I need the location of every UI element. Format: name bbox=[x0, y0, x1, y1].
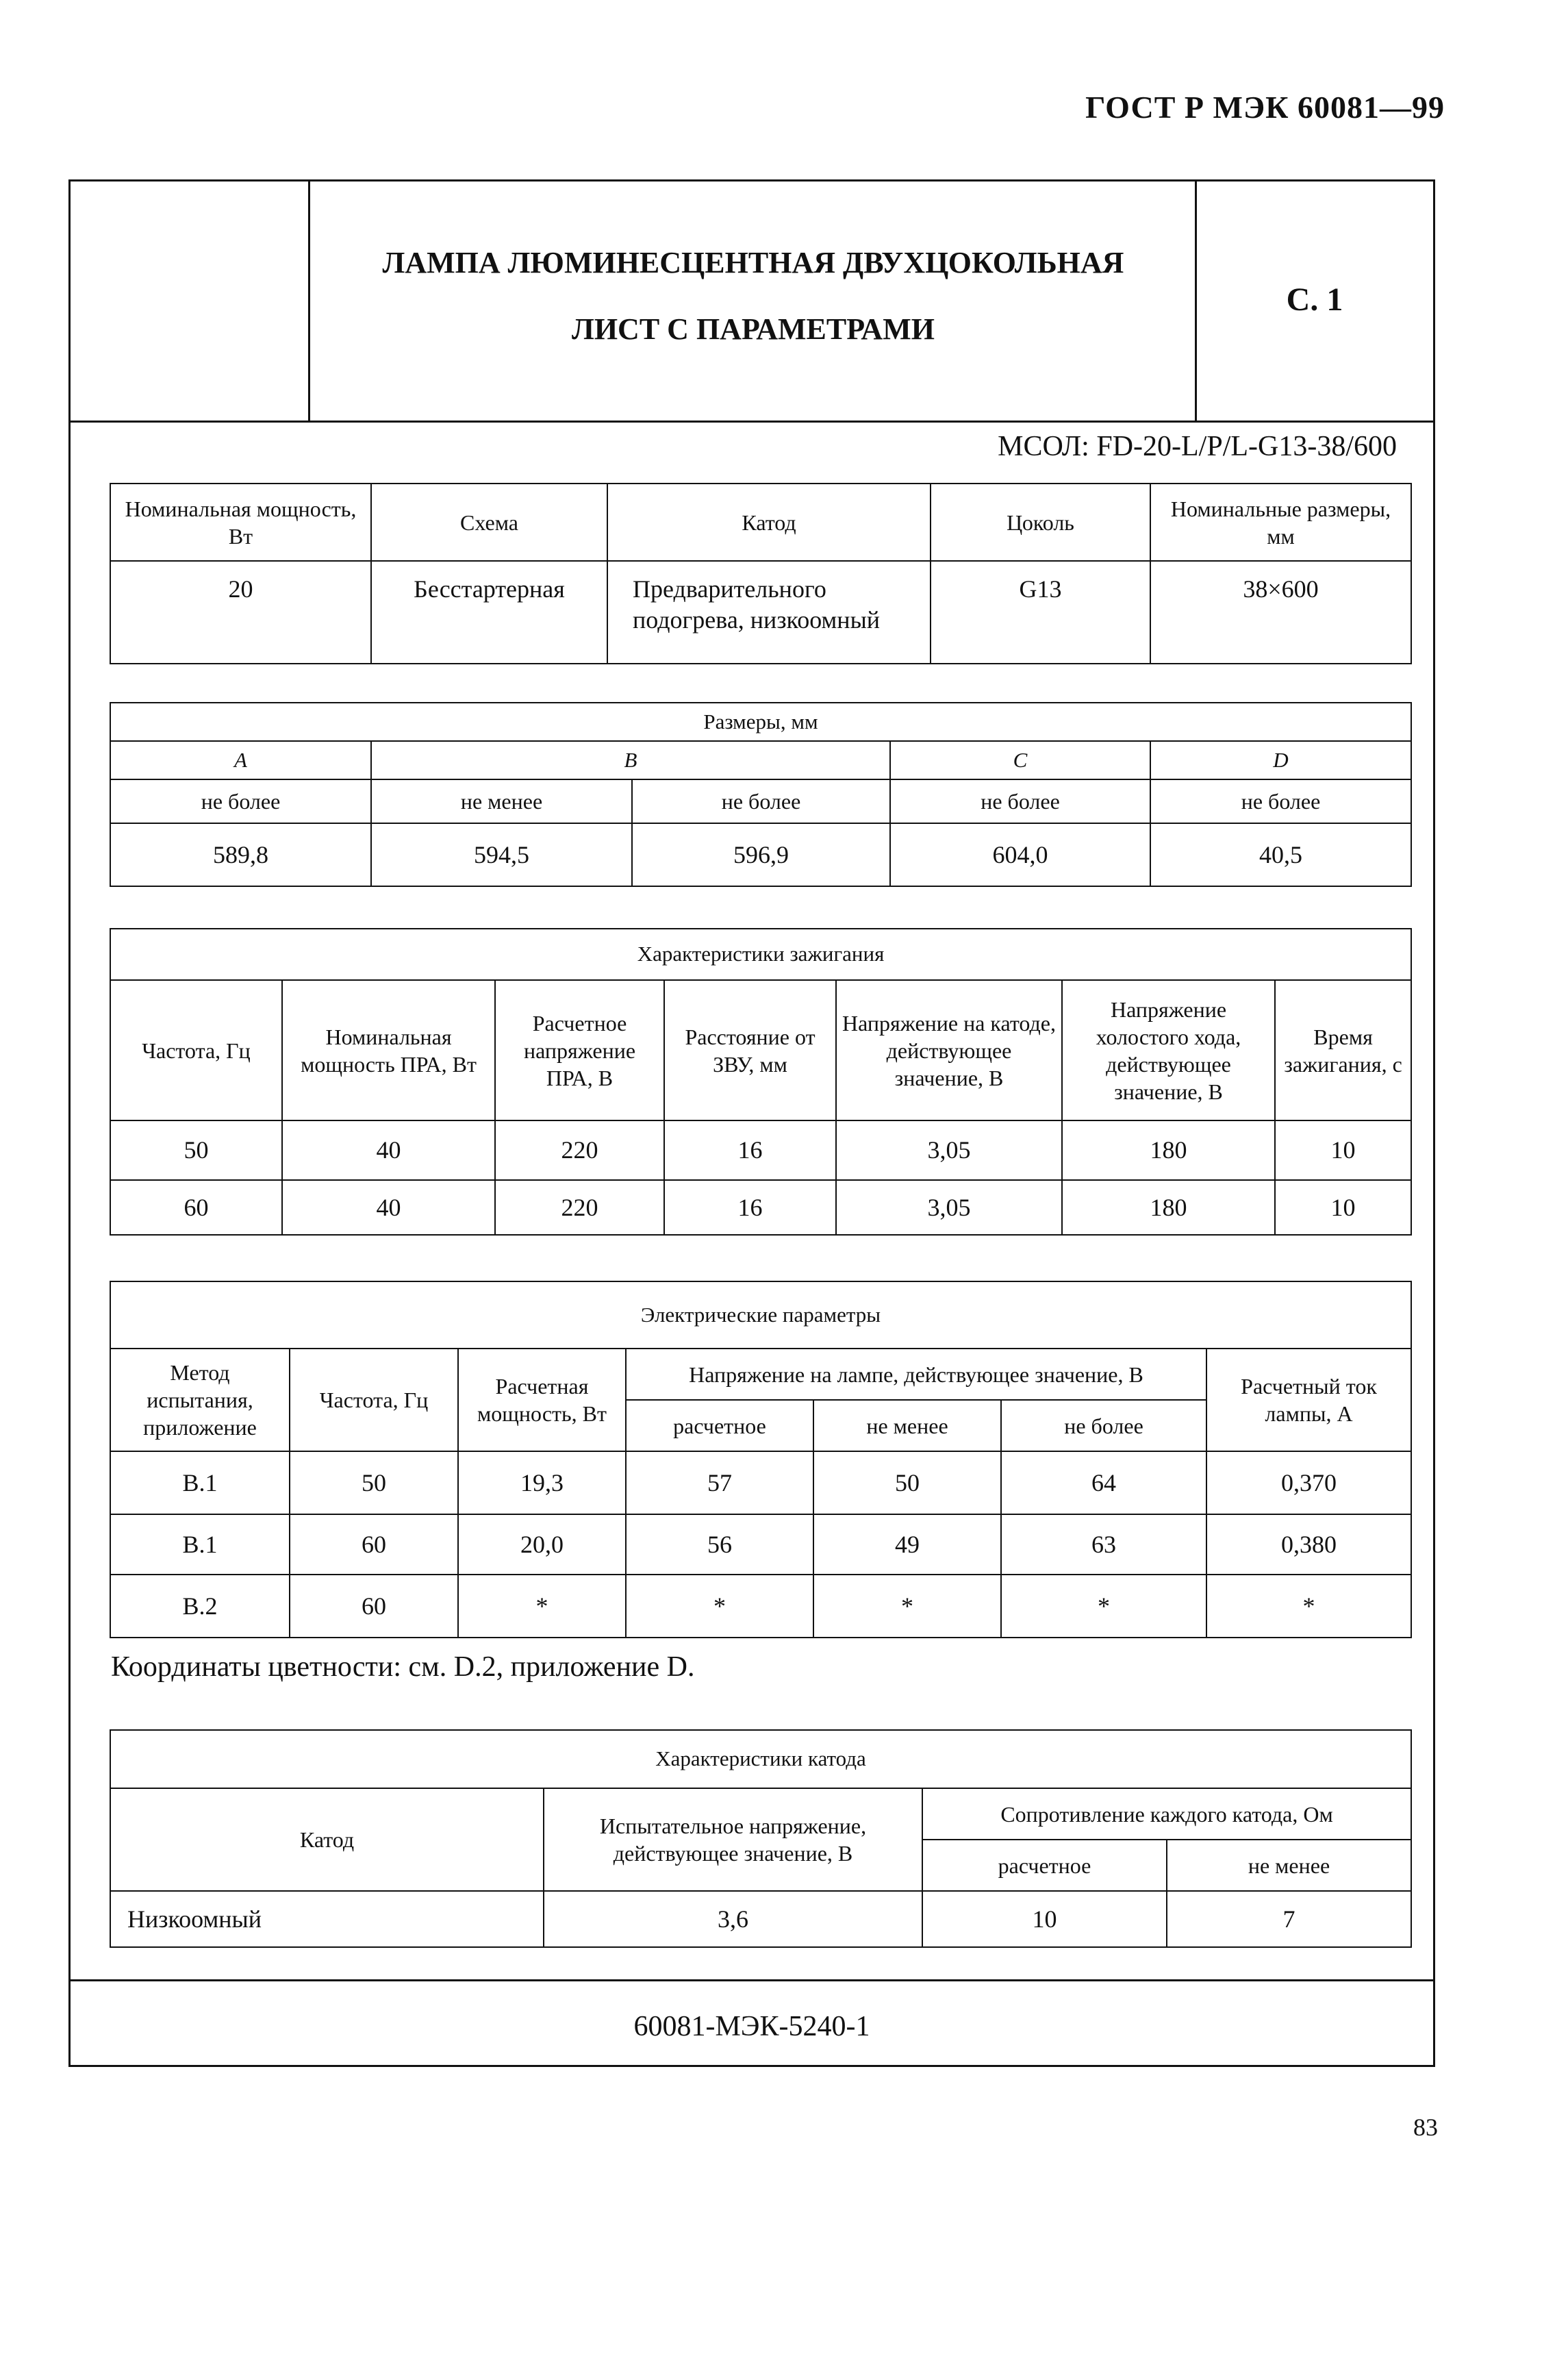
value-cell: 49 bbox=[813, 1514, 1001, 1575]
value-cell: 7 bbox=[1167, 1891, 1411, 1947]
lamp-summary-table bbox=[110, 483, 1412, 664]
value-cell: 604,0 bbox=[890, 823, 1150, 886]
value-cell: 50 bbox=[290, 1451, 458, 1514]
page-number: 83 bbox=[1413, 2114, 1438, 2141]
header-cell: Номинальная мощность ПРА, Вт bbox=[282, 980, 495, 1120]
header-cell: Цоколь bbox=[931, 484, 1150, 561]
chromaticity-note: Координаты цветности: см. D.2, приложение D. bbox=[111, 1651, 695, 1683]
value-cell: 60 bbox=[110, 1180, 282, 1235]
limit-cell: не более bbox=[890, 779, 1150, 823]
value-cell: 10 bbox=[922, 1891, 1167, 1947]
header-cell: Напряжение на лампе, действующее значение, В bbox=[626, 1349, 1206, 1400]
value-cell: 57 bbox=[626, 1451, 813, 1514]
value-cell: 19,3 bbox=[458, 1451, 626, 1514]
header-cell: Метод испытания, приложение bbox=[110, 1349, 290, 1451]
header-cell: Расчетное напряжение ПРА, В bbox=[495, 980, 664, 1120]
sheet-title: ЛАМПА ЛЮМИНЕСЦЕНТНАЯ ДВУХЦОКОЛЬНАЯ bbox=[382, 246, 1124, 279]
value-cell: 3,05 bbox=[836, 1180, 1062, 1235]
dimension-label: D bbox=[1150, 741, 1411, 779]
value-cell: 50 bbox=[813, 1451, 1001, 1514]
value-cell: 220 bbox=[495, 1180, 664, 1235]
dimension-label: A bbox=[110, 741, 371, 779]
subheader-cell: расчетное bbox=[626, 1400, 813, 1451]
header-cell: Номинальные размеры, мм bbox=[1150, 484, 1411, 561]
sheet-number: С. 1 bbox=[1286, 281, 1343, 318]
header-cell: Частота, Гц bbox=[110, 980, 282, 1120]
cathode-table bbox=[110, 1729, 1412, 1948]
table-title: Характеристики зажигания bbox=[110, 929, 1411, 980]
value-cell: 56 bbox=[626, 1514, 813, 1575]
value-cell: * bbox=[1001, 1575, 1206, 1638]
dimension-label: C bbox=[890, 741, 1150, 779]
value-cell: * bbox=[813, 1575, 1001, 1638]
table-title: Характеристики катода bbox=[110, 1730, 1411, 1788]
value-cell: 10 bbox=[1275, 1180, 1411, 1235]
value-cell: * bbox=[1206, 1575, 1411, 1638]
value-cell: 3,05 bbox=[836, 1120, 1062, 1180]
value-cell: 180 bbox=[1062, 1180, 1275, 1235]
value-cell: Низкоомный bbox=[110, 1891, 544, 1947]
value-cell: В.2 bbox=[110, 1575, 290, 1638]
header-cell: Расстояние от ЗВУ, мм bbox=[664, 980, 836, 1120]
table-title: Электрические параметры bbox=[110, 1281, 1411, 1349]
value-cell: 0,370 bbox=[1206, 1451, 1411, 1514]
value-cell: Предварительного подогрева, низкоомный bbox=[607, 561, 931, 664]
standard-designation: ГОСТ Р МЭК 60081—99 bbox=[1085, 90, 1445, 125]
value-cell: В.1 bbox=[110, 1451, 290, 1514]
table-title: Размеры, мм bbox=[110, 703, 1411, 741]
value-cell: 38×600 bbox=[1150, 561, 1411, 664]
value-cell: 16 bbox=[664, 1120, 836, 1180]
value-cell: 596,9 bbox=[632, 823, 890, 886]
header-cell: Катод bbox=[607, 484, 931, 561]
value-cell: В.1 bbox=[110, 1514, 290, 1575]
value-cell: 40,5 bbox=[1150, 823, 1411, 886]
header-cell: Испытательное напряжение, действующее значение, В bbox=[544, 1788, 922, 1891]
footer-divider bbox=[68, 1979, 1435, 1981]
value-cell: * bbox=[626, 1575, 813, 1638]
subheader-cell: не более bbox=[1001, 1400, 1206, 1451]
value-cell: 10 bbox=[1275, 1120, 1411, 1180]
header-cell: Номинальная мощность, Вт bbox=[110, 484, 371, 561]
limit-cell: не более bbox=[632, 779, 890, 823]
limit-cell: не менее bbox=[371, 779, 632, 823]
value-cell: 594,5 bbox=[371, 823, 632, 886]
header-cell: Схема bbox=[371, 484, 607, 561]
limit-cell: не более bbox=[1150, 779, 1411, 823]
sheet-subtitle: ЛИСТ С ПАРАМЕТРАМИ bbox=[572, 312, 935, 346]
value-cell: 50 bbox=[110, 1120, 282, 1180]
value-cell: Бесстартерная bbox=[371, 561, 607, 664]
electrical-table bbox=[110, 1281, 1412, 1638]
value-cell: 64 bbox=[1001, 1451, 1206, 1514]
header-cell: Расчетный ток лампы, А bbox=[1206, 1349, 1411, 1451]
dimension-label: B bbox=[371, 741, 890, 779]
dimensions-table bbox=[110, 702, 1412, 887]
value-cell: 16 bbox=[664, 1180, 836, 1235]
header-cell: Сопротивление каждого катода, Ом bbox=[922, 1788, 1411, 1840]
limit-cell: не более bbox=[110, 779, 371, 823]
header-cell: Частота, Гц bbox=[290, 1349, 458, 1451]
value-cell: 0,380 bbox=[1206, 1514, 1411, 1575]
value-cell: 60 bbox=[290, 1514, 458, 1575]
value-cell: 3,6 bbox=[544, 1891, 922, 1947]
value-cell: 220 bbox=[495, 1120, 664, 1180]
value-cell: 40 bbox=[282, 1120, 495, 1180]
header-divider-left bbox=[308, 179, 310, 421]
sheet-code: 60081-МЭК-5240-1 bbox=[633, 2011, 870, 2042]
subheader-cell: расчетное bbox=[922, 1840, 1167, 1891]
value-cell: G13 bbox=[931, 561, 1150, 664]
value-cell: * bbox=[458, 1575, 626, 1638]
value-cell: 589,8 bbox=[110, 823, 371, 886]
value-cell: 40 bbox=[282, 1180, 495, 1235]
lamp-designation: МСОЛ: FD-20-L/P/L-G13-38/600 bbox=[998, 431, 1397, 462]
value-cell: 180 bbox=[1062, 1120, 1275, 1180]
value-cell: 60 bbox=[290, 1575, 458, 1638]
header-cell: Время зажигания, с bbox=[1275, 980, 1411, 1120]
subheader-cell: не менее bbox=[1167, 1840, 1411, 1891]
value-cell: 20,0 bbox=[458, 1514, 626, 1575]
header-cell: Напряжение на катоде, действующее значение, В bbox=[836, 980, 1062, 1120]
value-cell: 20 bbox=[110, 561, 371, 664]
header-cell: Напряжение холостого хода, действующее значение, В bbox=[1062, 980, 1275, 1120]
value-cell: 63 bbox=[1001, 1514, 1206, 1575]
ignition-table bbox=[110, 928, 1412, 1236]
header-cell: Расчетная мощность, Вт bbox=[458, 1349, 626, 1451]
header-cell: Катод bbox=[110, 1788, 544, 1891]
subheader-cell: не менее bbox=[813, 1400, 1001, 1451]
